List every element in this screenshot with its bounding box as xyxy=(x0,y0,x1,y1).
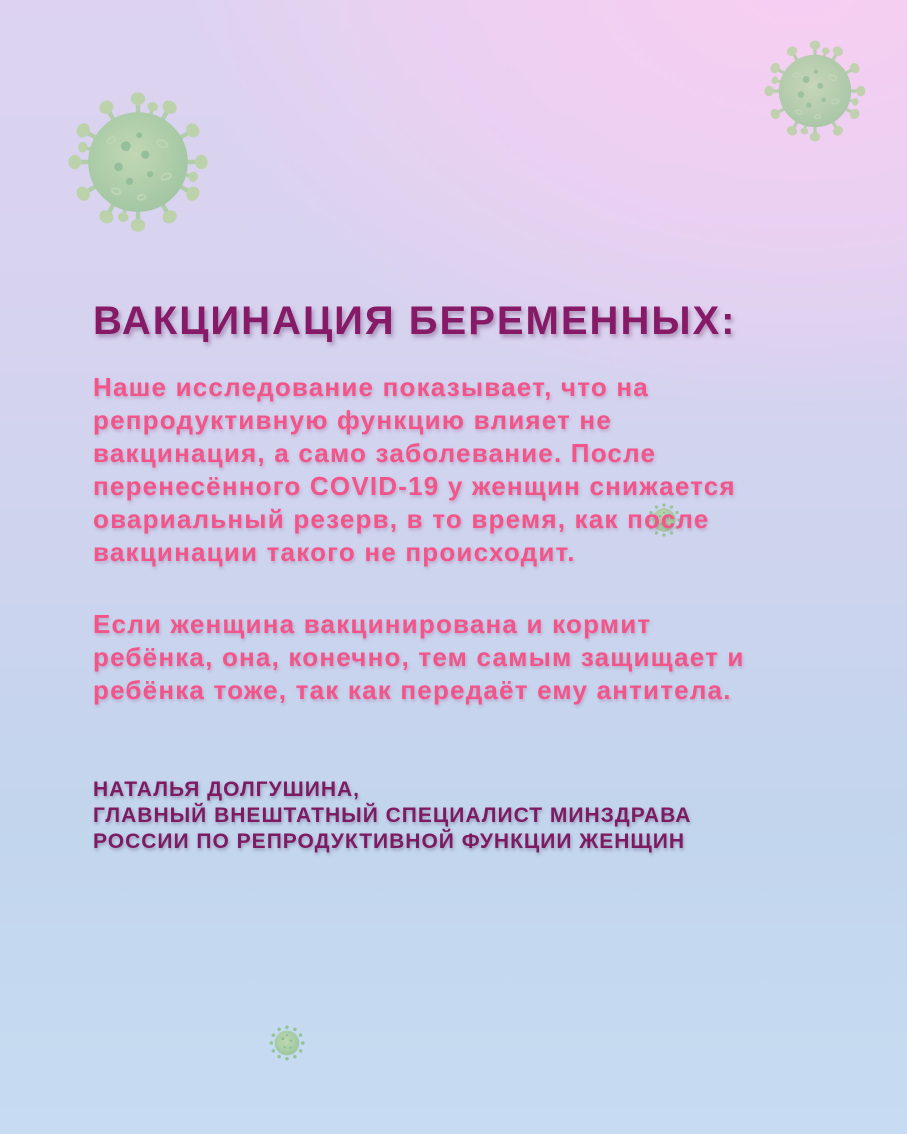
paragraph-line: репродуктивную функцию влияет не xyxy=(93,405,612,435)
paragraph-line: Если женщина вакцинирована и кормит xyxy=(93,609,652,639)
paragraph-line: ребёнка, она, конечно, тем самым защищает и xyxy=(93,642,745,672)
author-attribution xyxy=(93,777,691,855)
paragraph-line: вакцинации такого не происходит. xyxy=(93,537,576,567)
author-title-line: ГЛАВНЫЙ ВНЕШТАТНЫЙ СПЕЦИАЛИСТ МИНЗДРАВА xyxy=(93,804,692,827)
page-title: ВАКЦИНАЦИЯ БЕРЕМЕННЫХ: xyxy=(93,298,737,343)
author-name: НАТАЛЬЯ ДОЛГУШИНА, xyxy=(93,778,361,801)
paragraph-line: перенесённого COVID-19 у женщин снижается xyxy=(93,471,736,501)
paragraph-line: ребёнка тоже, так как передаёт ему антитела. xyxy=(93,675,732,705)
paragraph-line: овариальный резерв, в то время, как после xyxy=(93,504,710,534)
author-title-line: РОССИИ ПО РЕПРОДУКТИВНОЙ ФУНКЦИИ ЖЕНЩИН xyxy=(93,830,686,853)
paragraph-line: вакцинация, а само заболевание. После xyxy=(93,438,657,468)
paragraph-line: Наше исследование показывает, что на xyxy=(93,372,649,402)
paragraph-breastfeeding xyxy=(93,608,853,707)
paragraph-study-findings xyxy=(93,371,853,569)
